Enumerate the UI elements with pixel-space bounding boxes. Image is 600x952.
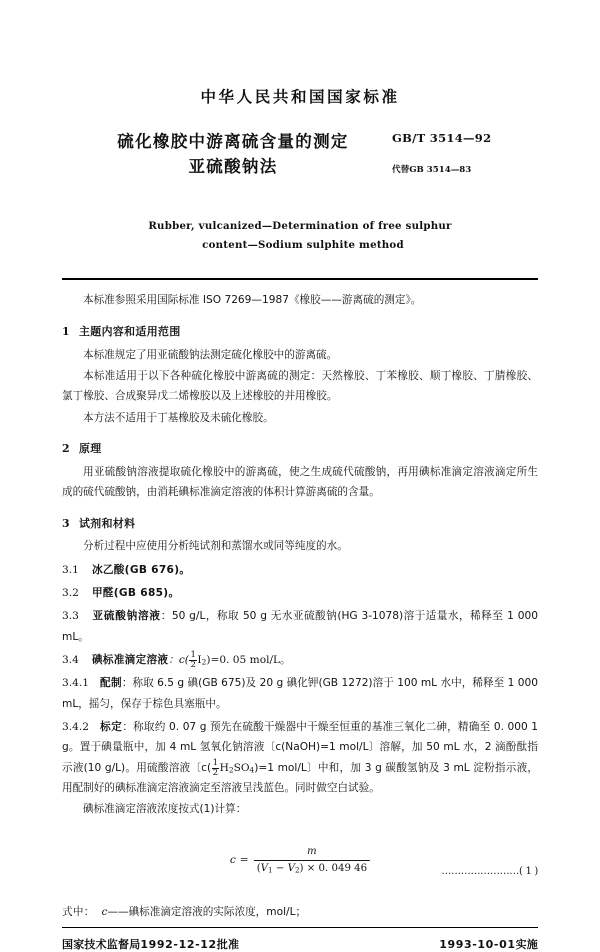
section-number-3: 3	[62, 516, 70, 530]
section-title-2: 原理	[79, 441, 102, 455]
formula-where-line	[62, 902, 538, 922]
where-symbol: c	[101, 905, 108, 918]
equation-1	[230, 846, 370, 875]
equation-number-tag: ……………………( 1 )	[441, 865, 538, 877]
fraction-denominator: 2	[190, 659, 196, 670]
fraction-half-sulfuric	[212, 759, 219, 778]
reagent-text-3-4-2-part2: )=1 mol/L〕中和，加 3 g 碳酸氢钠及 3 mL 淀粉指示液，用配制好的碘标准滴定溶液滴定至溶液呈浅蓝色。同时做空白试验。	[62, 761, 538, 795]
footer-approval-date: 1992-12-12	[140, 938, 217, 952]
header-divider	[62, 278, 538, 280]
reagent-name-3-4-1: 配制	[100, 677, 122, 690]
reagent-text-3-4-2-part1: ：称取约 0. 07 g 预先在硫酸干燥器中干燥至恒重的基准三氧化二砷，精确至 0. 000 1 g。置于碘量瓶中，加 4 mL 氢氧化钠溶液〔c(NaOH)=1 mol/L〕溶解，加 50 mL 水，2 滴酚酞指示液(10 g/L)。用硫酸溶液〔c(	[62, 721, 539, 774]
reagent-name-3-4-2: 标定	[100, 721, 123, 734]
equation-fraction	[254, 846, 370, 875]
reagent-name-3-4: 碘标准滴定溶液	[92, 654, 169, 667]
equation-1-block	[62, 846, 538, 880]
reagent-label-3-2: 3.2	[62, 587, 79, 600]
denominator-tail: ) × 0. 049 46	[299, 862, 368, 874]
title-block	[62, 129, 538, 191]
denominator-v1-sub: 1	[268, 865, 273, 875]
document-title-cn	[68, 129, 398, 180]
reagent-item-3-1	[62, 560, 538, 580]
section-3-paragraph-1: 分析过程中应使用分析纯试剂和蒸馏水或同等纯度的水。	[83, 540, 348, 553]
fraction-numerator: 1	[190, 650, 196, 661]
section-title-1: 主题内容和适用范围	[79, 324, 181, 338]
foreword-paragraph: 本标准参照采用国际标准 ISO 7269—1987《橡胶——游离硫的测定》。	[83, 294, 422, 307]
section-number-1: 1	[62, 324, 70, 338]
section-2-paragraph-1: 用亚硫酸钠溶液提取硫化橡胶中的游离硫，使之生成硫代硫酸钠，再用碘标准滴定溶液滴定所生成的硫代硫酸钠，由消耗碘标准滴定溶液的体积计算游离硫的含量。	[62, 465, 538, 499]
standard-codes	[392, 131, 542, 175]
reagent-text-3-2: 甲醛(GB 685)。	[92, 587, 180, 600]
where-dash: ——	[107, 905, 129, 918]
equation-denominator	[254, 860, 370, 875]
sulfuric-h: H	[219, 761, 229, 774]
reagent-label-3-1: 3.1	[62, 563, 79, 576]
footer-approval-suffix: 批准	[216, 938, 240, 952]
section-heading-2	[62, 439, 538, 460]
sulfuric-so: SO	[233, 761, 250, 774]
reagent-item-3-4-1	[62, 673, 538, 714]
national-standard-header: 中华人民共和国国家标准	[200, 88, 400, 106]
footer-issuer: 国家技术监督局	[62, 938, 141, 952]
reagent-item-3-3	[62, 606, 538, 647]
reagent-item-3-4	[62, 650, 538, 670]
formula-intro: 碘标准滴定溶液浓度按式(1)计算：	[83, 803, 247, 816]
section-number-2: 2	[62, 441, 70, 455]
footer-approval	[62, 936, 239, 952]
footer-effective-date: 1993-10-01	[439, 938, 516, 952]
reagent-text-3-3: ：50 g/L，称取 50 g 无水亚硫酸钠(HG 3-1078)溶于适量水，稀释至 1 000 mL。	[62, 610, 538, 643]
standard-replaces	[392, 163, 542, 175]
denominator-minus: −	[275, 862, 285, 874]
title-cn-line-1: 硫化橡胶中游离硫含量的测定	[117, 131, 349, 151]
sulfuric-o-sub: 4	[249, 765, 255, 775]
equation-numerator: m	[307, 845, 317, 857]
section-title-3: 试剂和材料	[79, 516, 136, 530]
equation-lhs: c	[229, 854, 236, 866]
section-heading-3	[62, 514, 538, 535]
masthead	[62, 0, 538, 256]
reagent-text-3-1: 冰乙酸(GB 676)。	[92, 563, 191, 576]
denominator-v2: V	[287, 862, 295, 874]
reagent-label-3-4-2: 3.4.2	[62, 721, 89, 734]
denominator-v2-sub: 2	[294, 865, 300, 875]
section-1-paragraph-2: 本标准适用于以下各种硫化橡胶中游离硫的测定：天然橡胶、丁苯橡胶、顺丁橡胶、丁腈橡胶、氯丁橡胶、合成聚异戊二烯橡胶以及上述橡胶的并用橡胶。	[62, 369, 538, 403]
document-title-en	[62, 217, 538, 257]
page-footer	[62, 936, 538, 952]
section-heading-1	[62, 322, 538, 343]
where-label: 式中：	[62, 905, 95, 918]
reagent-item-3-2	[62, 583, 538, 603]
where-text: 碘标准滴定溶液的实际浓度，mol/L；	[128, 905, 307, 918]
reagent-item-3-4-2	[62, 717, 538, 798]
section-1-paragraph-3: 本方法不适用于丁基橡胶及未硫化橡胶。	[83, 411, 274, 424]
footer-effective	[439, 936, 538, 952]
document-body	[62, 290, 538, 922]
fraction-half-iodine	[189, 651, 196, 670]
footer-divider	[62, 927, 538, 928]
fraction-denominator-2: 2	[212, 767, 219, 778]
fraction-numerator-2: 1	[212, 757, 219, 768]
reagent-label-3-4: 3.4	[62, 654, 79, 667]
title-en-line-1: Rubber, vulcanized—Determination of free sulphur	[148, 219, 452, 232]
denominator-v1: V	[260, 862, 269, 874]
footer-effective-suffix: 实施	[515, 938, 538, 952]
sulfuric-h-sub: 2	[228, 765, 234, 775]
reagent-3-4-suffix: )=0. 05 mol/L。	[206, 654, 291, 667]
title-en-line-2: content—Sodium sulphite method	[202, 239, 404, 252]
reagent-label-3-4-1: 3.4.1	[62, 677, 89, 690]
title-cn-line-2: 亚硫酸钠法	[188, 157, 278, 177]
replaces-number: GB 3514—83	[409, 164, 472, 175]
page-content	[62, 0, 538, 952]
denominator-open-paren: (	[256, 862, 261, 874]
iodine-subscript: 2	[201, 657, 207, 667]
standard-number: GB/T 3514—92	[392, 130, 492, 145]
reagent-3-4-prefix: ：c(	[168, 654, 189, 667]
reagent-text-3-4-1: ：称取 6.5 g 碘(GB 675)及 20 g 碘化钾(GB 1272)溶于 100 mL 水中，稀释至 1 000 mL，摇匀，保存于棕色具塞瓶中。	[62, 677, 538, 710]
iodine-species: I	[197, 654, 202, 667]
equation-equals: =	[239, 854, 249, 866]
replaces-prefix: 代替	[392, 164, 410, 175]
reagent-name-3-3: 亚硫酸钠溶液	[92, 610, 161, 623]
reagent-label-3-3: 3.3	[62, 610, 79, 623]
section-1-paragraph-1: 本标准规定了用亚硫酸钠法测定硫化橡胶中的游离硫。	[83, 348, 338, 361]
